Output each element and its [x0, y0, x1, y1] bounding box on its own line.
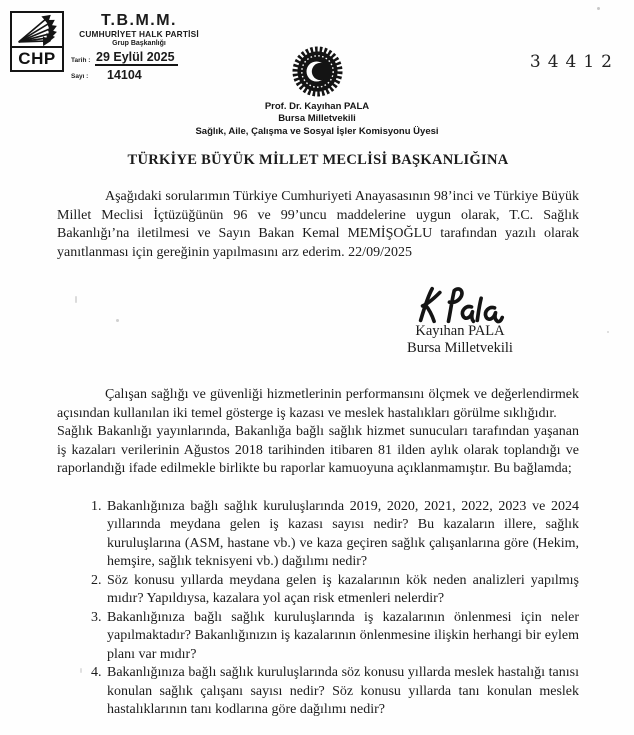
stamp-org: T.B.M.M.	[101, 12, 177, 29]
question-item-2: 2. Söz konusu yıllarda meydana gelen iş kazalarının kök neden analizleri yapılmış mıdır? Yapıldıysa, kazalara yol açan risk etmenleri nelerdir?	[105, 572, 579, 609]
stamp-date-value: 29 Eylül 2025	[95, 50, 178, 66]
chp-logo-text: CHP	[18, 48, 56, 68]
question-item-1: 1. Bakanlığınıza bağlı sağlık kuruluşlarında 2019, 2020, 2021, 2022, 2023 ve 2024 yıllarında meydana gelen iş kazası sayısı nedir? Bu kazaların illere, sağlık kuruluşlarına (ASM, hastane vb.) ve kaza geçiren sağlık çalışanlarına göre (Hekim, hemşire, sağlık teknisyeni vb.) dağılımı nedir?	[105, 498, 579, 572]
signatory-title: Bursa Milletvekili	[407, 340, 513, 356]
signature-block	[365, 285, 555, 357]
tbmm-seal-icon	[292, 46, 343, 97]
question-item-4: 4. Bakanlığınıza bağlı sağlık kuruluşlarında söz konusu yıllarda meslek hastalığı tanısı konulan sağlık çalışanı sayısı nedir? Söz konusu yıllarda tanı konulan meslek hastalıklarının tanı kodlarına göre dağılımı nedir?	[105, 664, 579, 720]
intro-paragraph: Aşağıdaki sorularımın Türkiye Cumhuriyeti Anayasasının 98’inci ve Türkiye Büyük Millet Meclisi İçtüzüğünün 96 ve 99’uncu maddelerine uygun olarak, T.C. Sağlık Bakanlığı’na iletilmesi ve Sayın Bakan Kemal MEMİŞOĞLU tarafından yazılı olarak yanıtlanması için gereğinin yapılmasını arz ederim. 22/09/2025	[57, 189, 579, 260]
scan-speck	[607, 331, 609, 333]
stamp-party: CUMHURİYET HALK PARTİSİ	[79, 29, 199, 39]
stamp-date-label: Tarih :	[71, 57, 91, 64]
letterhead-title: Bursa Milletvekili	[278, 113, 356, 124]
registry-number-stamp: 34412	[529, 52, 619, 72]
letter-heading: TÜRKİYE BÜYÜK MİLLET MECLİSİ BAŞKANLIĞINA	[127, 152, 509, 168]
letterhead-name: Prof. Dr. Kayıhan PALA	[264, 101, 370, 112]
stamp-number-value: 14104	[107, 68, 142, 82]
scan-speck	[80, 668, 82, 673]
letterhead	[0, 46, 634, 138]
stamp-unit: Grup Başkanlığı	[112, 40, 166, 47]
signatory-name: Kayıhan PALA	[415, 323, 505, 339]
signature-scribble-icon	[412, 285, 508, 325]
scan-speck	[75, 296, 77, 303]
question-list	[57, 498, 579, 720]
body-paragraph-1: Çalışan sağlığı ve güvenliği hizmetlerinin performansını ölçmek ve değerlendirmek açısından kullanılan iki temel gösterge iş kazası ve meslek hastalıkları görülme sıklığıdır.	[57, 387, 579, 421]
question-item-3: 3. Bakanlığınıza bağlı sağlık kuruluşlarında iş kazalarının önlenmesi için neler yapılmaktadır? Bakanlığınızın iş kazalarının önlenmesine ilişkin herhangi bir eylem planı var mıdır?	[105, 609, 579, 665]
body-paragraph-2: Sağlık Bakanlığı yayınlarında, Bakanlığa bağlı sağlık hizmet sunucuları tarafından yaşanan iş kazaları verilerinin Ağustos 2018 tarihinden itibaren 81 ilden aylık olarak toplandığı ve raporlandığı ifade edilmekle birlikte bu raporlar kamuoyuna açıklanmamıştır. Bu bağlamda;	[57, 424, 579, 476]
chp-six-arrows-icon	[12, 13, 62, 48]
letter-content	[57, 188, 579, 720]
scan-speck	[597, 7, 600, 10]
scan-speck	[116, 319, 119, 322]
letterhead-role: Sağlık, Aile, Çalışma ve Sosyal İşler Komisyonu Üyesi	[195, 126, 439, 137]
stamp-number-label: Sayı :	[71, 73, 89, 80]
